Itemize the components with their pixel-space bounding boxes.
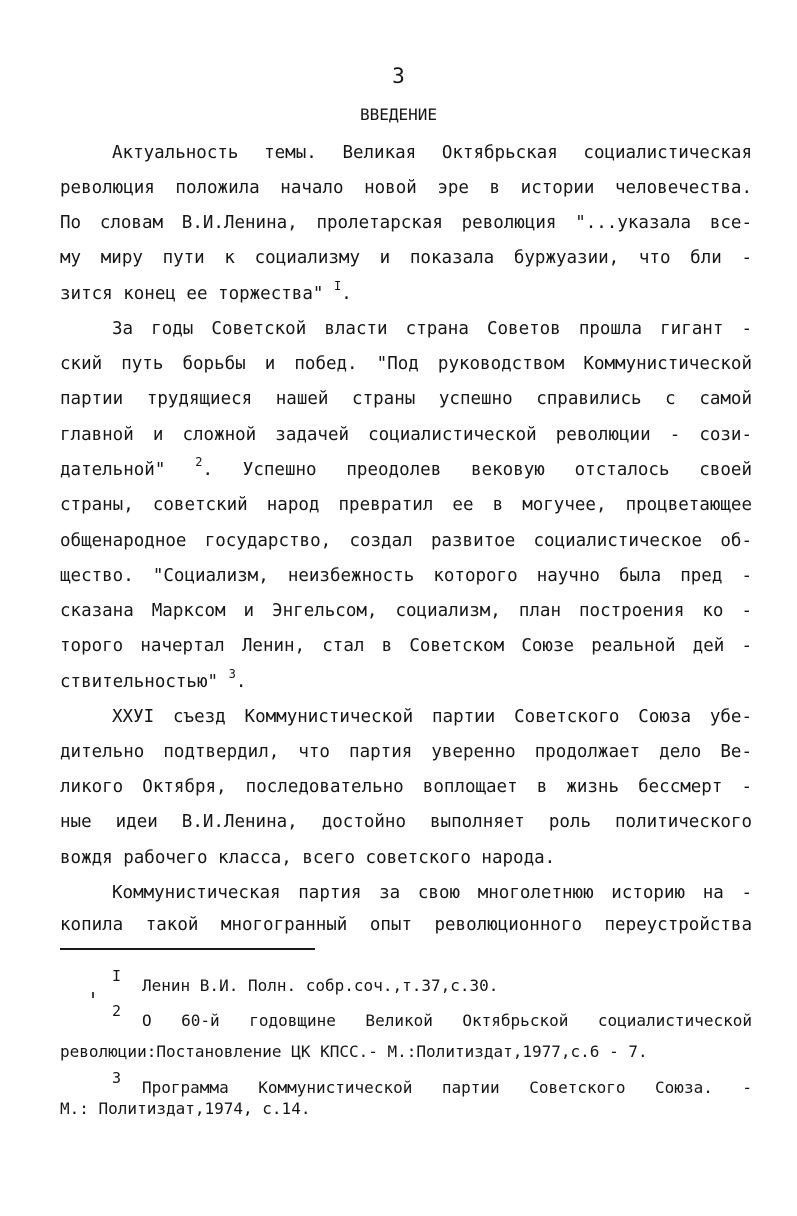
body-line: ХХУI съезд Коммунистической партии Советского Союза убе-	[112, 707, 752, 727]
body-line: страны, советский народ превратил ее в могучее, процветающее	[60, 495, 752, 515]
body-line: щество. "Социализм, неизбежность которого научно была пред -	[60, 566, 752, 586]
body-line: ликого Октября, последовательно воплощает в жизнь бессмерт -	[60, 777, 752, 797]
body-line: дительно подтвердил, что партия уверенно продолжает дело Ве-	[60, 742, 752, 762]
footnote-1-text: Ленин В.И. Полн. собр.соч.,т.37,с.30.	[142, 976, 499, 995]
body-line	[60, 667, 752, 694]
footnote-reference: 3	[228, 667, 236, 681]
page-number: 3	[392, 64, 405, 88]
footnote-3-text: Программа Коммунистической партии Советского Союза. -	[142, 1078, 752, 1097]
body-text: ствительностью"	[60, 672, 219, 692]
body-line: Актуальность темы. Великая Октябрьская социалистическая	[112, 143, 752, 163]
body-line	[60, 279, 752, 306]
body-text: .	[341, 284, 352, 304]
scan-speck	[92, 992, 94, 998]
footnote-1-mark: I	[112, 967, 122, 985]
body-line: революция положила начало новой эре в истории человечества.	[60, 178, 752, 198]
body-text: дательной"	[60, 460, 166, 480]
body-line: партии трудящиеся нашей страны успешно справились с самой	[60, 389, 752, 409]
body-text: . Успешно преодолев вековую отсталось своей	[202, 460, 752, 480]
body-line	[60, 455, 752, 482]
body-line: общенародное государство, создал развитое социалистическое об-	[60, 531, 752, 551]
body-line: По словам В.И.Ленина, пролетарская революция "...указала все-	[60, 213, 752, 233]
body-line: Коммунистическая партия за свою многолетнюю историю на -	[112, 883, 752, 903]
footnote-2-text-cont: революции:Постановление ЦК КПСС.- М.:Политиздат,1977,с.6 - 7.	[60, 1042, 648, 1061]
section-heading: ВВЕДЕНИЕ	[359, 105, 438, 124]
footnote-3-mark: 3	[112, 1069, 122, 1087]
body-line: ский путь борьбы и побед. "Под руководством Коммунистической	[60, 354, 752, 374]
body-line: главной и сложной задачей социалистической революции - сози-	[60, 425, 752, 445]
body-line: вождя рабочего класса, всего советского народа.	[60, 848, 556, 868]
footnote-2-text: О 60-й годовщине Великой Октябрьской социалистической	[142, 1011, 752, 1030]
body-line: му миру пути к социализму и показала буржуазии, что бли -	[60, 248, 752, 268]
body-line: За годы Советской власти страна Советов прошла гигант -	[112, 319, 752, 339]
body-text: .	[235, 672, 247, 692]
footnote-reference: 2	[195, 455, 203, 469]
footnote-2-mark: 2	[112, 1002, 122, 1020]
body-line: копила такой многогранный опыт революционного переустройства	[60, 915, 752, 935]
footnote-reference: I	[333, 279, 342, 293]
footnote-separator	[60, 948, 315, 950]
body-line: ные идеи В.И.Ленина, достойно выполняет роль политического	[60, 812, 752, 832]
body-line: торого начертал Ленин, стал в Советском Союзе реальной дей -	[60, 636, 752, 656]
body-line: сказана Марксом и Энгельсом, социализм, план построения ко -	[60, 601, 752, 621]
body-text: зится конец ее торжества"	[60, 284, 324, 304]
footnote-3-text-cont: М.: Политиздат,1974, с.14.	[60, 1099, 311, 1118]
